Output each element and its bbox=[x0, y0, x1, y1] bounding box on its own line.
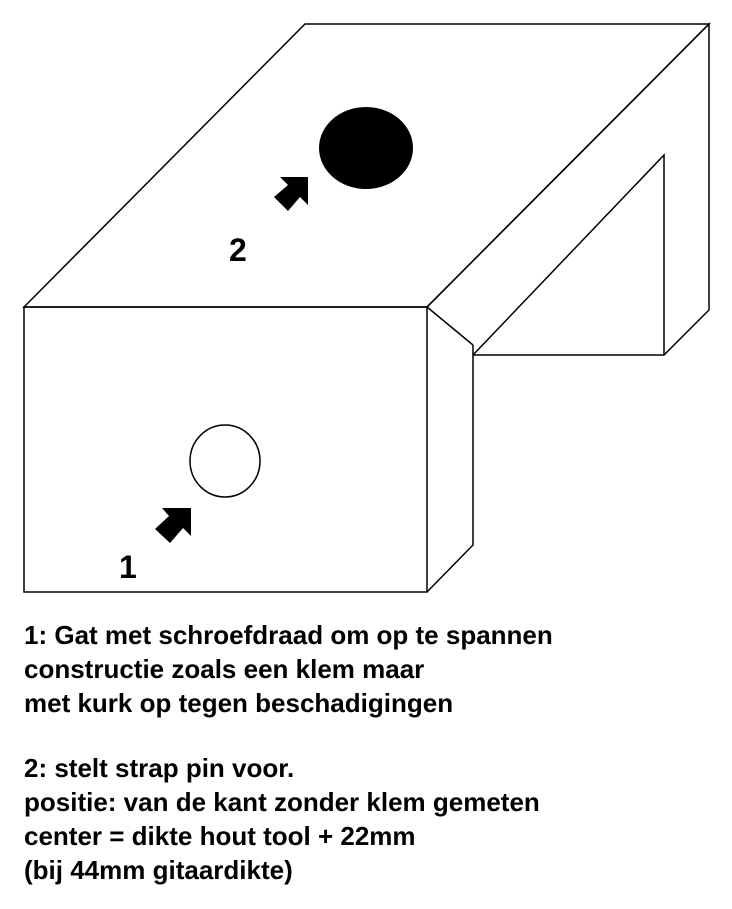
notch-inner-edge bbox=[473, 155, 664, 355]
note-1-line-1: 1: Gat met schroefdraad om op te spannen bbox=[24, 620, 553, 650]
note-2-line-3: center = dikte hout tool + 22mm bbox=[24, 821, 416, 851]
note-2 bbox=[24, 751, 540, 887]
block-right-side bbox=[427, 24, 709, 592]
note-2-line-2: positie: van de kant zonder klem gemeten bbox=[24, 787, 540, 817]
arrow-2-icon bbox=[274, 177, 308, 211]
note-2-line-1: 2: stelt strap pin voor. bbox=[24, 753, 295, 783]
arrow-1-icon bbox=[155, 508, 191, 543]
marker-label-1: 1 bbox=[119, 549, 137, 585]
note-1-line-2: constructie zoals een klem maar bbox=[24, 654, 425, 684]
hole-1-threaded bbox=[190, 425, 260, 497]
note-1 bbox=[24, 618, 553, 720]
marker-label-2: 2 bbox=[229, 232, 247, 268]
note-1-line-3: met kurk op tegen beschadigingen bbox=[24, 688, 454, 718]
block-front-inner-edge bbox=[427, 307, 473, 345]
hole-2-strap-pin bbox=[319, 107, 413, 189]
note-2-line-4: (bij 44mm gitaardikte) bbox=[24, 855, 293, 885]
